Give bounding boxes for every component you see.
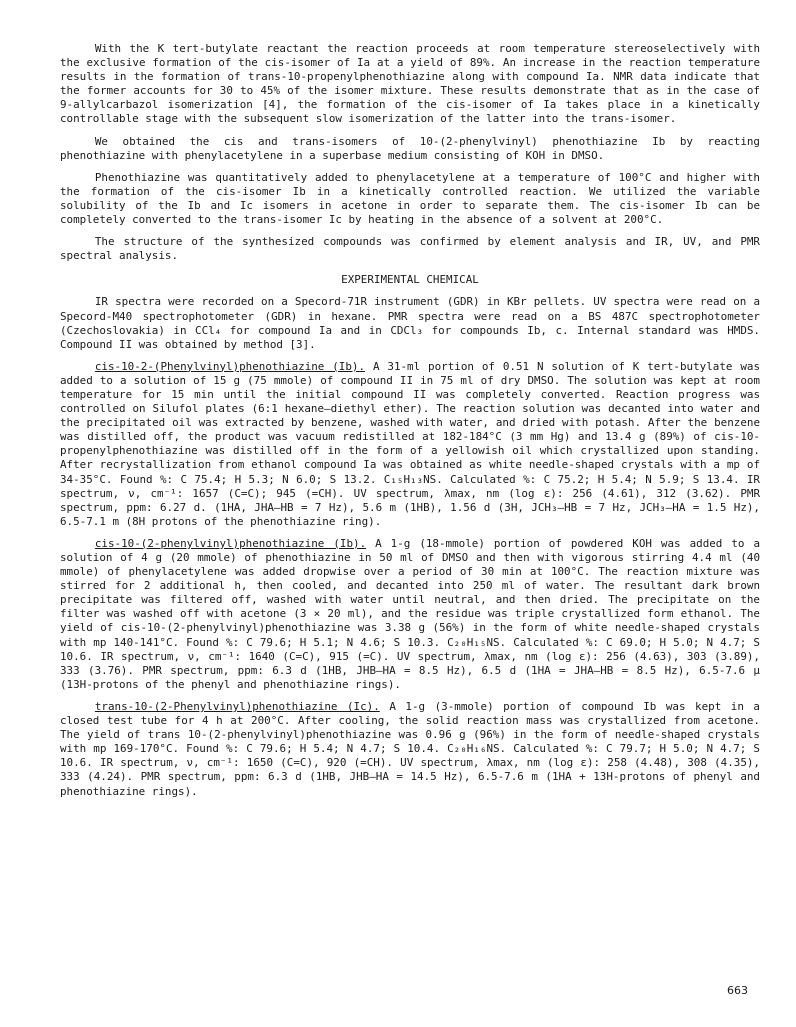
procedure-trans-ic — [60, 700, 760, 799]
section-heading: EXPERIMENTAL CHEMICAL — [341, 273, 479, 287]
paragraph-experimental-intro: IR spectra were recorded on a Specord-71R instrument (GDR) in KBr pellets. UV spectra were read on a Specord-M40 spectrophotometer (GDR) in hexane. PMR spectra were read on a BS 487C spectrophotometer (Czechoslovakia) in CCl₄ for compound Ia and in CDCl₃ for compounds Ib, c. Internal standard was HMDS. Compound II was obtained by method [3]. — [60, 295, 760, 351]
page-body — [60, 42, 760, 807]
procedure-cis-ib-first — [60, 360, 760, 529]
procedure-title: cis-10-(2-phenylvinyl)phenothiazine (Ib). — [94, 536, 367, 550]
procedure-body: A 31-ml portion of 0.51 N solution of K tert-butylate was added to a solution of 15 g (75 mmole) of compound II in 75 ml of dry DMSO. The solution was kept at room temperature for 15 min until the initial compound II was completely converted. Reaction progress was controlled on Silufol plates (6:1 hexane–diethyl ether). The reaction solution was decanted into water and the precipitated oil was extracted by benzene, washed with water, and dried with potash. After the benzene was distilled off, the product was vacuum redistilled at 182-184°C (3 mm Hg) and 13.4 g (89%) of cis-10-propenylphenothiazine was distilled off in the form of a yellowish oil which crystallized upon standing. After recrystallization from ethanol compound Ia was obtained as white needle-shaped crystals with a mp of 34-35°C. Found %: C 75.4; H 5.3; N 6.0; S 13.2. C₁₅H₁₃NS. Calculated %: C 75.2; H 5.4; N 5.9; S 13.4. IR spectrum, ν, cm⁻¹: 1657 (C=C); 945 (=CH). UV spectrum, λmax, nm (log ε): 256 (4.61), 312 (3.62). PMR spectrum, ppm: 6.27 d. (1HA, JHA–HB = 7 Hz), 5.6 m (1HB), 1.56 d (3H, JCH₃–HB = 7 Hz, JCH₃–HA = 1.5 Hz), 6.5-7.1 m (8H protons of the phenothiazine ring). — [60, 359, 761, 528]
paragraph-phenylvinyl-synthesis: We obtained the cis and trans-isomers of 10-(2-phenylvinyl) phenothiazine Ib by reacting phenothiazine with phenylacetylene in a superbase medium consisting of KOH in DMSO. — [60, 134, 760, 162]
procedure-title: cis-10-2-(Phenylvinyl)phenothiazine (Ib). — [94, 359, 366, 373]
paragraph-isomerization-results: With the K tert-butylate reactant the reaction proceeds at room temperature stereoselectively with the exclusive formation of the cis-isomer of Ia at a yield of 89%. An increase in the reaction temperature results in the formation of trans-10-propenylphenothiazine along with compound Ia. NMR data indicate that the former accounts for 30 to 45% of the isomer mixture. These results demonstrate that as in the case of 9-allylcarbazol isomerization [4], the formation of the cis-isomer of Ia takes place in a kinetically controllable stage with the subsequent slow isomerization of the latter into the trans-isomer. — [60, 42, 760, 126]
procedure-cis-ib-second — [60, 537, 760, 692]
procedure-body: A 1-g (3-mmole) portion of compound Ib was kept in a closed test tube for 4 h at 200°C. After cooling, the solid reaction mass was crystallized from acetone. The yield of trans 10-(2-phenylvinyl)phenothiazine was 0.96 g (96%) in the form of needle-shaped crystals with mp 169-170°C. Found %: C 79.6; H 5.4; N 4.7; S 10.4. C₂₀H₁₆NS. Calculated %: C 79.7; H 5.0; N 4.7; S 10.6. IR spectrum, ν, cm⁻¹: 1650 (C=C), 920 (=CH). UV spectrum, λmax, nm (log ε): 258 (4.48), 308 (4.35), 333 (4.24). PMR spectrum, ppm: 6.3 d (1HB, JHB–HA = 14.5 Hz), 6.5-7.6 m (1HA + 13H-protons of phenyl and phenothiazine rings). — [60, 699, 760, 798]
paragraph-structure-confirmation: The structure of the synthesized compounds was confirmed by element analysis and IR, UV, and PMR spectral analysis. — [60, 235, 760, 263]
page-number: 663 — [727, 984, 748, 997]
procedure-title: trans-10-(2-Phenylvinyl)phenothiazine (Ic). — [94, 699, 380, 713]
procedure-body: A 1-g (18-mmole) portion of powdered KOH was added to a solution of 4 g (20 mmole) of phenothiazine in 50 ml of DMSO and then with vigorous stirring 4.4 ml (40 mmole) of phenylacetylene was added dropwise over a period of 30 min at 100°C. The reaction mixture was stirred for 2 additional h, then cooled, and decanted into 250 ml of water. The resultant dark brown precipitate was filtered off, washed with water until neutral, and then dried. The precipitate on the filter was washed off with acetone (3 × 20 ml), and the residue was triple crystallized form ethanol. The yield of cis-10-(2-phenylvinyl)phenothiazine was 3.38 g (56%) in the form of white needle-shaped crystals with mp 140-141°C. Found %: C 79.6; H 5.1; N 4.6; S 10.3. C₂₀H₁₅NS. Calculated %: C 69.0; H 5.0; N 4.7; S 10.6. IR spectrum, ν, cm⁻¹: 1640 (C=C), 915 (=C). UV spectrum, λmax, nm (log ε): 256 (4.63), 303 (3.89), 333 (3.76). PMR spectrum, ppm: 6.3 d (1HB, JHB–HA = 8.5 Hz), 6.5 d (1HA = JHA–HB = 8.5 Hz), 6.5-7.6 μ (13H-protons of the phenyl and phenothiazine rings). — [60, 536, 761, 691]
paragraph-addition-reaction: Phenothiazine was quantitatively added to phenylacetylene at a temperature of 100°C and higher with the formation of the cis-isomer Ib in a kinetically controlled reaction. We utilized the variable solubility of the Ib and Ic isomers in acetone in order to separate them. The cis-isomer Ib can be completely converted to the trans-isomer Ic by heating in the absence of a solvent at 200°C. — [60, 170, 760, 227]
